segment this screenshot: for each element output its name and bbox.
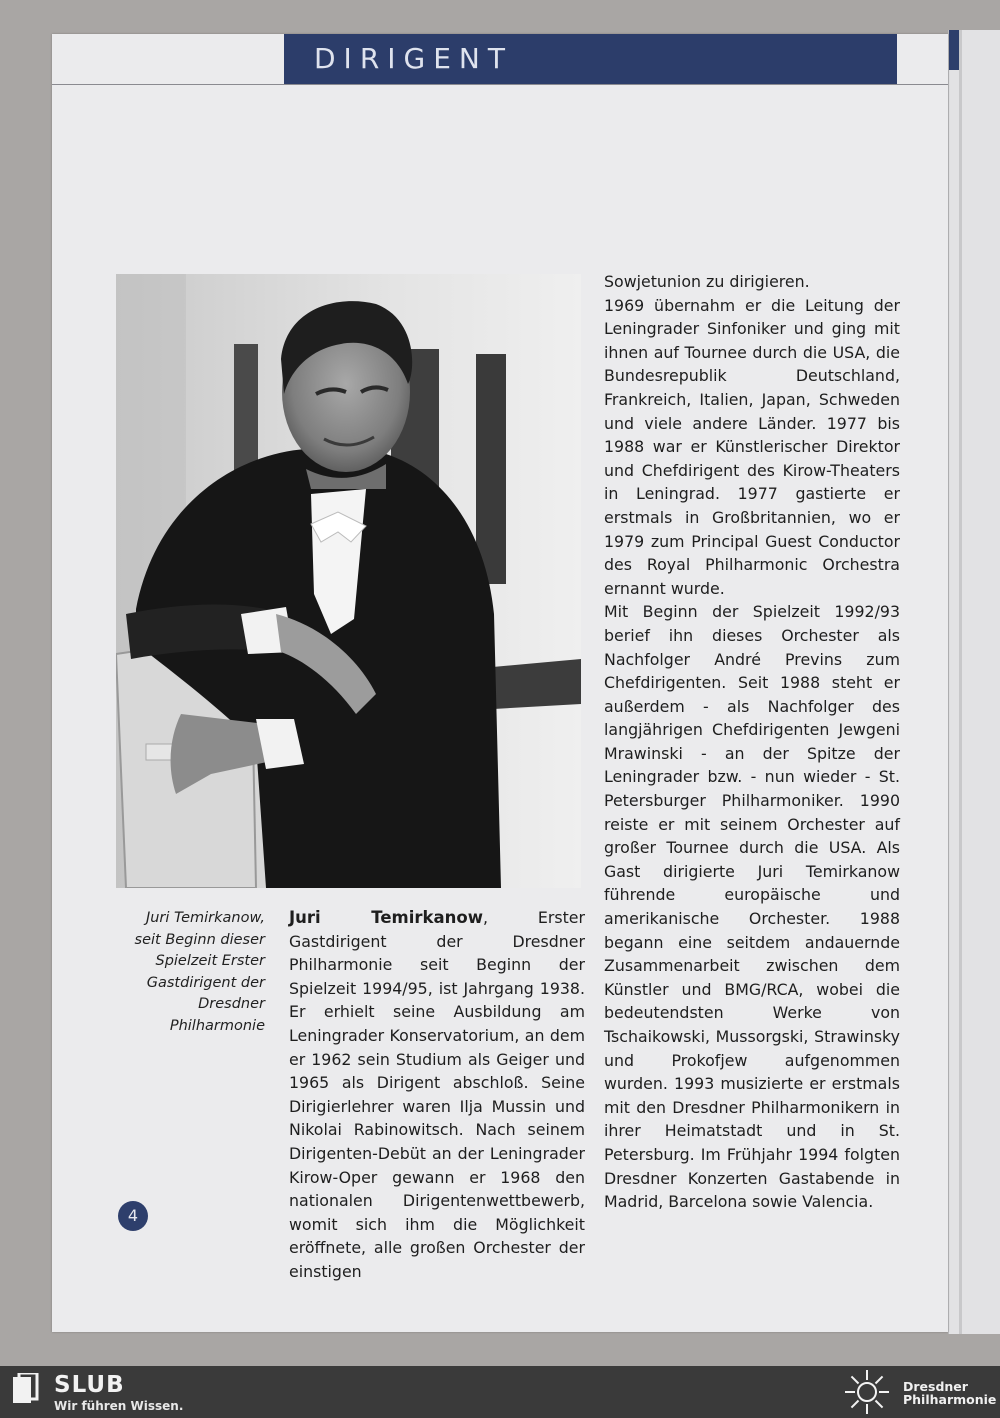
caption-line: Spielzeit Erster xyxy=(155,953,265,969)
article-column-1 xyxy=(289,906,585,1284)
article-paragraph: Sowjetunion zu dirigieren. xyxy=(604,272,810,291)
article-paragraph: 1969 übernahm er die Leitung der Leningrader Sinfoniker und ging mit ihnen auf Tournee durch die USA, die Bundesrepublik Deutschland, Frankreich, Italien, Japan, Schweden und viele andere Länder. 1977 bis 1988 war er Künstlerischer Direktor und Chefdirigent des Kirow-Theaters in Leningrad. 1977 gastierte er erstmals in Großbritannien, wo er 1979 zum Principal Guest Conductor des Royal Philharmonic Orchestra ernannt wurde. xyxy=(604,295,900,598)
caption-line: Philharmonie xyxy=(169,1017,265,1034)
partner-name[interactable] xyxy=(903,1380,996,1406)
conductor-portrait-photo xyxy=(116,274,581,888)
caption-line: Dresdner xyxy=(198,996,265,1012)
conductor-name: Juri Temirkanow xyxy=(289,908,483,927)
page-spine xyxy=(959,30,962,1334)
adjacent-page-header-tab xyxy=(949,30,959,70)
adjacent-page-edge xyxy=(948,30,1000,1334)
slub-logo-icon[interactable] xyxy=(13,1373,39,1403)
slub-tagline: Wir führen Wissen. xyxy=(54,1399,184,1413)
dresdner-philharmonie-logo-icon[interactable] xyxy=(842,1369,892,1415)
viewer-footer xyxy=(0,1366,1000,1418)
brochure-page xyxy=(52,34,948,1332)
caption-line: seit Beginn dieser xyxy=(134,931,265,948)
article-lead-text: , Erster Gastdirigent der Dresdner Philharmonie seit Beginn der Spielzeit 1994/95, ist Jahrgang 1938. Er erhielt seine Ausbildung am Leningrader Konservatorium, an dem er 1962 sein Studium als Geiger und 1965 als Dirigent abschloß. Seine Dirigierlehrer waren Ilja Mussin und Nikolai Rabinowitsch. Nach seinem Dirigenten-Debüt an der Leningrader Kirow-Oper gewann er 1968 den nationalen Dirigentenwettbewerb, womit sich ihm die Möglichkeit eröffnete, alle großen Orchester der einstigen xyxy=(289,908,585,1281)
article-paragraph: Mit Beginn der Spielzeit 1992/93 berief ihn dieses Orchester als Nachfolger André Previns zum Chefdirigenten. Seit 1988 steht er außerdem - als Nachfolger des langjährigen Chefdirigenten Jewgeni Mrawinski - an der Spitze der Leningrader bzw. - nun wieder - St. Petersburger Philharmoniker. 1990 reiste er mit seinem Orchester auf großer Tournee durch die USA. Als Gast dirigierte Juri Temirkanow führende europäische und amerikanische Orchester. 1988 begann eine seitdem andauernde Zusammenarbeit zwischen dem Künstler und BMG/RCA, wobei die bedeutendsten Werke von Tschaikowski, Mussorgski, Strawinsky und Prokofjew aufgenommen wurden. 1993 musizierte er erstmals mit den Dresdner Philharmonikern in ihrer Heimatstadt und in St. Petersburg. Im Frühjahr 1994 folgten Dresdner Konzerten Gastabende in Madrid, Barcelona sowie Valencia. xyxy=(604,602,900,1212)
partner-name-line-2: Philharmonie xyxy=(903,1392,997,1407)
section-title: DIRIGENT xyxy=(314,42,513,75)
caption-line: Gastdirigent der xyxy=(146,974,265,991)
partner-name-line-1: Dresdner xyxy=(903,1379,968,1394)
photo-caption xyxy=(108,908,265,1037)
slub-name[interactable]: SLUB xyxy=(54,1372,125,1398)
article-column-2 xyxy=(604,270,900,1214)
caption-line: Juri Temirkanow, xyxy=(145,910,265,926)
page-number-badge: 4 xyxy=(118,1201,148,1231)
article-paragraph xyxy=(289,906,585,1284)
header-rule xyxy=(52,84,948,85)
